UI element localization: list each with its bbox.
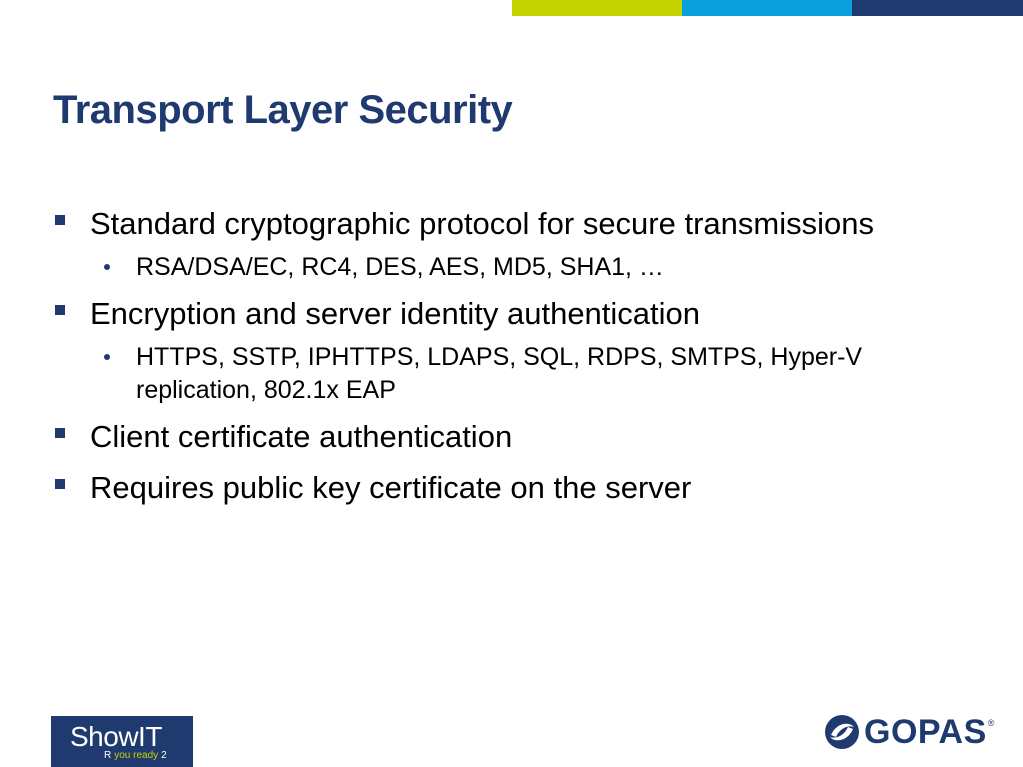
square-bullet-icon — [55, 479, 65, 489]
slide-title: Transport Layer Security — [53, 88, 513, 132]
accent-bar-navy — [852, 0, 1023, 16]
showit-tagline-r: R — [104, 750, 112, 761]
bullet-item — [52, 202, 952, 245]
bullet-item — [52, 292, 952, 335]
sub-bullet-item — [98, 341, 952, 407]
bullet-text: Encryption and server identity authentication — [90, 296, 701, 331]
sub-bullet-text: RSA/DSA/EC, RC4, DES, AES, MD5, SHA1, … — [136, 253, 664, 281]
gopas-wordmark: GOPAS — [864, 713, 987, 751]
showit-tagline-mid: you ready — [114, 750, 159, 761]
square-bullet-icon — [55, 215, 65, 225]
bullet-text: Requires public key certificate on the server — [90, 470, 692, 505]
sub-bullet-item — [98, 251, 952, 284]
accent-bar-green — [512, 0, 682, 16]
bullet-list — [52, 202, 952, 509]
sub-bullet-text: HTTPS, SSTP, IPHTTPS, LDAPS, SQL, RDPS, SMTPS, Hyper-V replication, 802.1x EAP — [136, 343, 863, 404]
gopas-registered-mark: ® — [987, 718, 995, 728]
bullet-text: Client certificate authentication — [90, 419, 513, 454]
square-bullet-icon — [55, 305, 65, 315]
bullet-text: Standard cryptographic protocol for secure transmissions — [90, 206, 874, 241]
bullet-item — [52, 415, 952, 458]
accent-bar-cyan — [682, 0, 852, 16]
showit-brand-text: ShowIT — [70, 721, 162, 752]
showit-tagline-num: 2 — [161, 750, 167, 761]
round-bullet-icon — [104, 354, 110, 360]
gopas-swirl-icon — [824, 714, 860, 750]
gopas-logo — [824, 712, 994, 752]
round-bullet-icon — [104, 264, 110, 270]
bullet-item — [52, 466, 952, 509]
top-accent-bars — [512, 0, 1023, 16]
showit-logo — [51, 716, 193, 767]
showit-tagline — [104, 750, 167, 762]
square-bullet-icon — [55, 428, 65, 438]
